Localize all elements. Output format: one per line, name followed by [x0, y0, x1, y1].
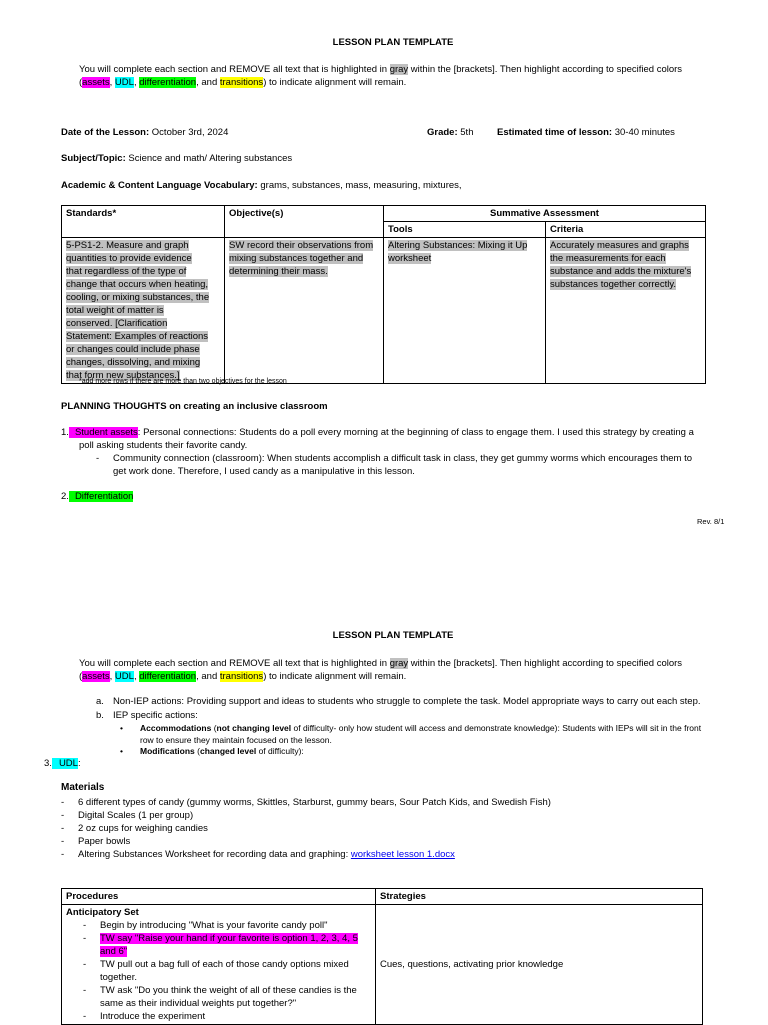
grade — [427, 127, 473, 138]
bullet-icon: • — [120, 746, 123, 756]
assets-highlight: assets — [82, 77, 110, 88]
list-item: - 2 oz cups for weighing candies — [61, 822, 741, 835]
grade-label: Grade: — [427, 127, 458, 138]
lesson-date — [61, 127, 228, 138]
student-assets-label: Student assets — [69, 427, 138, 438]
date-value: October 3rd, 2024 — [151, 127, 229, 138]
gray-highlight-word: gray — [389, 64, 409, 75]
grade-value: 5th — [460, 127, 474, 138]
community-connection — [96, 452, 726, 478]
procedures-table — [61, 888, 703, 1025]
estimated-time — [497, 127, 675, 138]
materials-heading: Materials — [61, 782, 105, 793]
page-title-2: LESSON PLAN TEMPLATE — [332, 630, 454, 641]
strategies-header: Strategies — [376, 889, 703, 905]
criteria-cell: Accurately measures and graphs the measurements for each substance and adds the mixture's substances together correctly. — [546, 238, 706, 384]
non-iep-actions: a. Non-IEP actions: Providing support and ideas to students who struggle to complete the task. Model appropriate ways to carry out each step. — [96, 696, 701, 707]
planning-heading: PLANNING THOUGHTS on creating an inclusive classroom — [61, 401, 328, 412]
differentiation-label: Differentiation — [69, 491, 133, 502]
subject-value: Science and math/ Altering substances — [128, 153, 293, 164]
list-item: - Community connection (classroom): When students accomplish a difficult task in class, they get gummy worms which encourages them to get work done. Therefore, I used candy as a manipulative in this lesson. — [96, 452, 726, 478]
vocab-value: grams, substances, mass, measuring, mixtures, — [260, 180, 462, 191]
strategies-cell: Cues, questions, activating prior knowledge — [376, 905, 703, 1025]
list-item: - Paper bowls — [61, 835, 741, 848]
subject-topic — [61, 153, 292, 164]
worksheet-link[interactable]: worksheet lesson 1.docx — [350, 849, 455, 860]
list-item: - Introduce the experiment — [83, 1010, 365, 1023]
udl-label: UDL — [52, 758, 78, 769]
subject-label: Subject/Topic: — [61, 153, 126, 164]
list-item: - 6 different types of candy (gummy worms, Skittles, Starburst, gummy bears, Sour Patch Kids, and Swedish Fish) — [61, 796, 741, 809]
list-item: - Digital Scales (1 per group) — [61, 809, 741, 822]
anticipatory-heading: Anticipatory Set — [66, 907, 139, 918]
vocabulary — [61, 180, 462, 191]
intro-paragraph-2: You will complete each section and REMOVE all text that is highlighted in gray within the [brackets]. Then highlight according to specified colors (assets, UDL, differentiation, and transitions) to indicate alignment will remain. — [79, 658, 683, 682]
list-item: - TW ask "Do you think the weight of all of these candies is the same as their individual weights put together?" — [83, 984, 365, 1010]
iep-actions: b. IEP specific actions: — [96, 710, 198, 721]
standards-table — [61, 205, 706, 384]
modifications: • Modifications (changed level of difficulty): — [120, 746, 304, 756]
udl-highlight: UDL — [114, 77, 134, 88]
time-value: 30-40 minutes — [614, 127, 675, 138]
objectives-cell: SW record their observations from mixing substances together and determining their mass. — [225, 238, 384, 384]
vocab-label: Academic & Content Language Vocabulary: — [61, 180, 258, 191]
accommodations: • Accommodations (not changing level of difficulty- only how student will access and demonstrate knowledge): Students with IEPs will sit in the front row to ensure they maintain focused on the lesson. — [120, 723, 702, 745]
tools-header: Tools — [384, 222, 546, 238]
objectives-header: Objective(s) — [225, 206, 384, 238]
differentiation-item: 2. Differentiation — [61, 491, 134, 502]
student-assets-item: 1. Student assets: Personal connections: Students do a poll every morning at the beginning of class to engage them. I used this strategy by creating a poll asking students their favorite candy. — [61, 427, 694, 451]
list-item: - TW say "Raise your hand if your favorite is option 1, 2, 3, 4, 5 and 6" — [83, 932, 365, 958]
time-label: Estimated time of lesson: — [497, 127, 613, 138]
list-item: - Begin by introducing "What is your favorite candy poll" — [83, 919, 365, 932]
list-item: - Altering Substances Worksheet for recording data and graphing: worksheet lesson 1.docx — [61, 848, 741, 861]
list-item: - TW pull out a bag full of each of those candy options mixed together. — [83, 958, 365, 984]
procedures-header: Procedures — [62, 889, 376, 905]
summative-header: Summative Assessment — [384, 206, 706, 222]
date-label: Date of the Lesson: — [61, 127, 150, 138]
tools-cell: Altering Substances: Mixing it Up worksheet — [384, 238, 546, 384]
table-note: *add more rows if there are more than two objectives for the lesson — [79, 378, 287, 385]
page-title: LESSON PLAN TEMPLATE — [332, 37, 454, 48]
standards-cell: 5-PS1-2. Measure and graph quantities to provide evidence that regardless of the type of change that occurs when heating, cooling, or mixing substances, the total weight of matter is conserved. [Clarification Statement: Examples of reactions or changes could include phase changes, dissolving, and mixing that form new substances.] — [62, 238, 225, 384]
revision-note: Rev. 8/1 — [697, 517, 725, 526]
materials-list — [61, 796, 741, 861]
transitions-highlight: transitions — [219, 77, 264, 88]
standards-header: Standards* — [62, 206, 225, 238]
criteria-header: Criteria — [546, 222, 706, 238]
udl-item: 3. UDL: — [44, 758, 81, 769]
procedures-cell — [62, 905, 376, 1025]
intro-paragraph: You will complete each section and REMOVE all text that is highlighted in gray within the [brackets]. Then highlight according to specified colors (assets, UDL, differentiation, and transitions) to indicate alignment will remain. — [79, 64, 683, 88]
bullet-icon: • — [120, 723, 123, 733]
differentiation-highlight: differentiation — [139, 77, 197, 88]
